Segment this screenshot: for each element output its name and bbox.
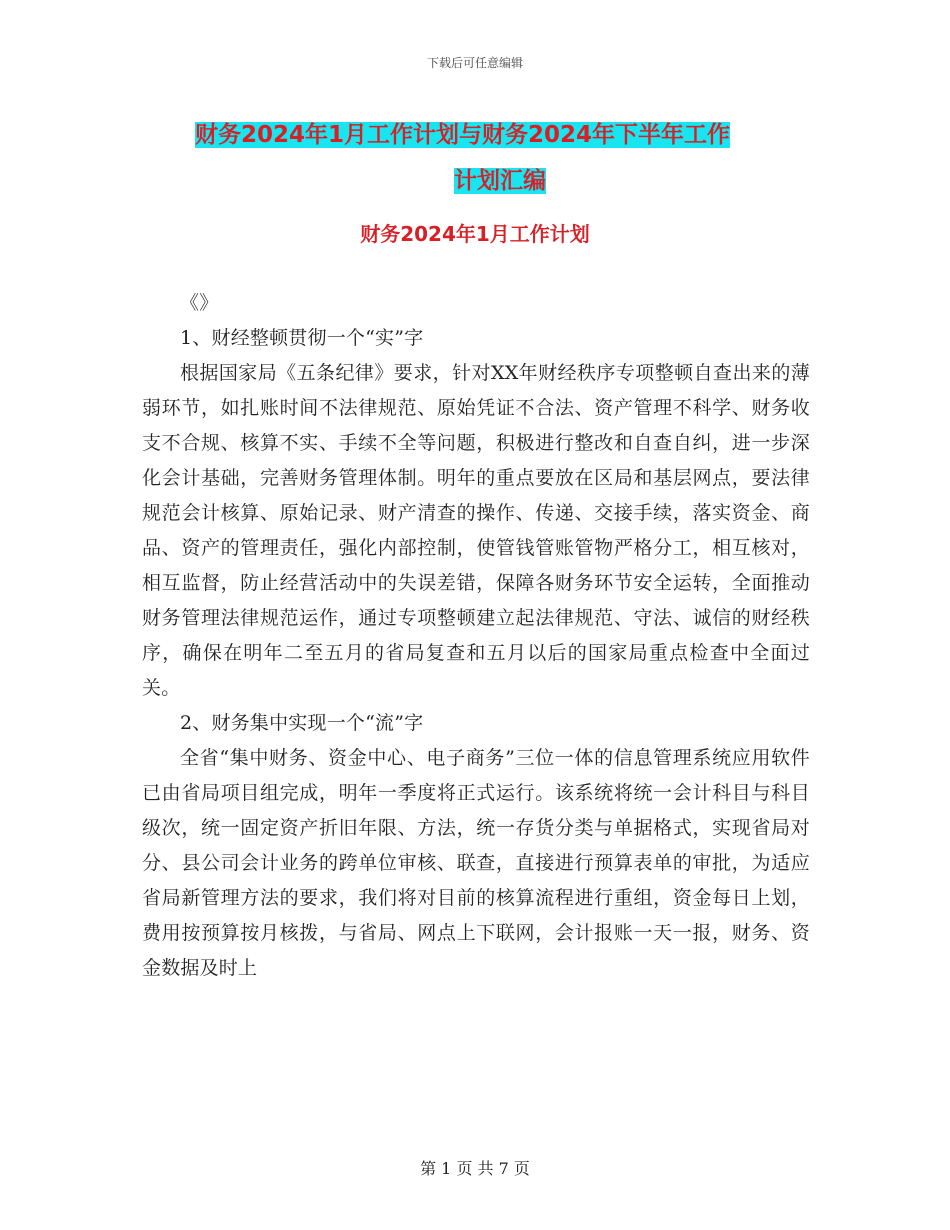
- title-line-1: 财务2024年1月工作计划与财务2024年下半年工作: [195, 122, 731, 148]
- title-line-2: 计划汇编: [454, 168, 546, 194]
- paragraph-bracket: 《》: [180, 292, 219, 314]
- paragraph-2: 全省“集中财务、资金中心、电子商务”三位一体的信息管理系统应用软件已由省局项目组完成，明年一季度将正式运行。该系统将统一会计科目与科目级次，统一固定资产折旧年限、方法，统一存货分类与单据格式，实现省局对分、县公司会计业务的跨单位审核、联查，直接进行预算表单的审批，为适应省局新管理方法的要求，我们将对目前的核算流程进行重组，资金每日上划，费用按预算按月核拨，与省局、网点上下联网，会计报账一天一报，财务、资金数据及时上: [142, 747, 810, 979]
- subheading-1: 1、财经整顿贯彻一个“实”字: [180, 327, 424, 349]
- page-header: 下载后可任意编辑: [426, 56, 523, 70]
- document-body: [142, 286, 810, 986]
- subheading-2: 2、财务集中实现一个“流”字: [180, 712, 424, 734]
- paragraph-1: 根据国家局《五条纪律》要求，针对XX年财经秩序专项整顿自查出来的薄弱环节，如扎账时间不法律规范、原始凭证不合法、资产管理不科学、财务收支不合规、核算不实、手续不全等问题，积极进行整改和自查自纠，进一步深化会计基础，完善财务管理体制。明年的重点要放在区局和基层网点，要法律规范会计核算、原始记录、财产清查的操作、传递、交接手续，落实资金、商品、资产的管理责任，强化内部控制，使管钱管账管物严格分工，相互核对，相互监督，防止经营活动中的失误差错，保障各财务环节安全运转，全面推动财务管理法律规范运作，通过专项整顿建立起法律规范、守法、诚信的财经秩序，确保在明年二至五月的省局复查和五月以后的国家局重点检查中全面过关。: [142, 362, 810, 699]
- page-footer: 第 1 页 共 7 页: [420, 1159, 530, 1178]
- document-title: [195, 112, 805, 204]
- section-title: 财务2024年1月工作计划: [360, 222, 590, 246]
